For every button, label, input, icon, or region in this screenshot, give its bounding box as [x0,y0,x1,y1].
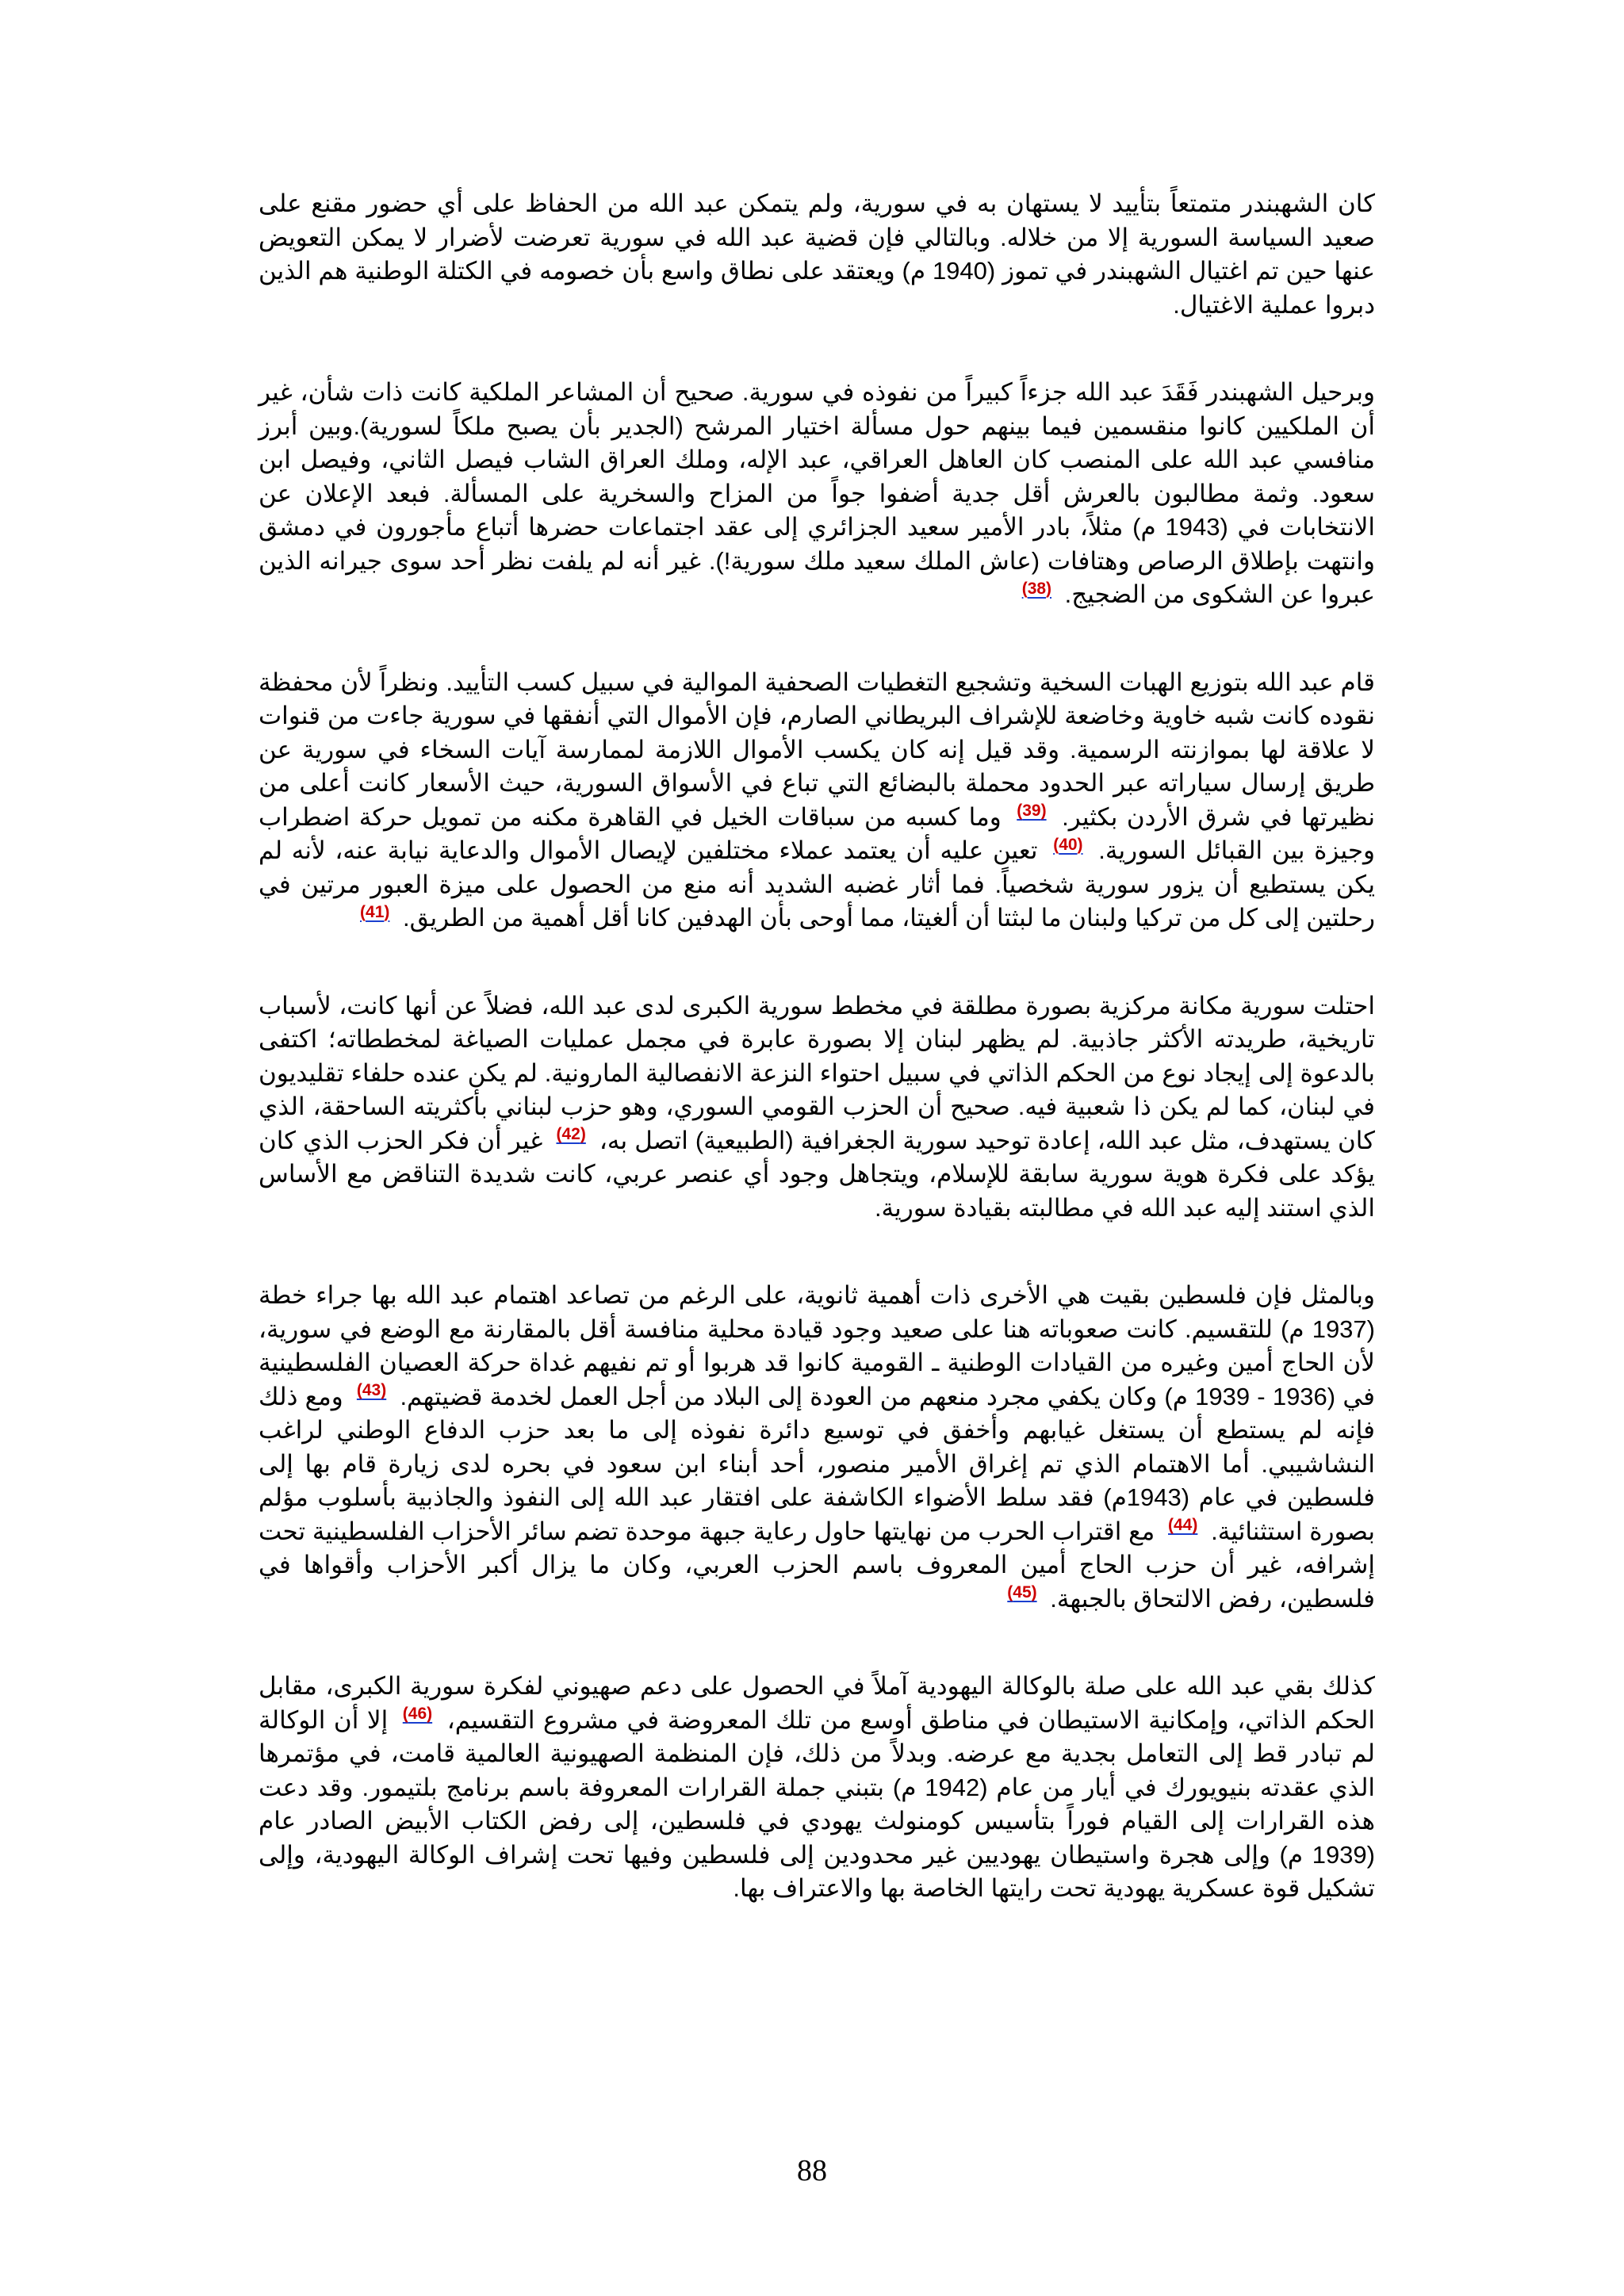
paragraph-text: إلا أن الوكالة لم تبادر قط إلى التعامل بجدية مع عرضه. وبدلاً من ذلك، فإن المنظمة الصهيونية العالمية قامت، في مؤتمرها الذي عقدته بنيويورك في أيار من عام (1942 م) بتبني جملة القرارات المعروفة باسم برنامج بلتيمور. وقد دعت هذه القرارات إلى القيام فوراً بتأسيس كومنولث يهودي في فلسطين، إلى رفض الكتاب الأبيض الصادر عام (1939 م) وإلى هجرة واستيطان يهوديين غير محدودين إلى فلسطين وفيها تحت إشراف الوكالة اليهودية، وإلى تشكيل قوة عسكرية يهودية تحت رايتها الخاصة بها والاعتراف بها. [259,1705,1375,1902]
paragraph [259,187,1375,322]
footnote-reference-link[interactable]: (42) [556,1125,586,1144]
paragraph-text: تعين عليه أن يعتمد عملاء مختلفين لإيصال الأموال والدعاية نيابة عنه، لأنه لم يكن يستطيع أن يزور سورية شخصياً. فما أثار غضبه الشديد أنه منع من الحصول على ميزة العبور مرتين في رحلتين إلى كل من تركيا ولبنان ما لبثتا أن ألغيتا، مما أوحى بأن الهدفين كانا أقل أهمية من الطريق. [259,836,1375,932]
footnote-reference-link[interactable]: (39) [1017,802,1047,821]
paragraph-text: ومع ذلك فإنه لم يستطع أن يستغل غيابهم وأخفق في توسيع دائرة نفوذه إلى ما بعد حزب الدفاع الوطني لراغب النشاشيبي. أما الاهتمام الذي تم إغراق الأمير منصور، أحد أبناء ابن سعود في بحره لدى زيارة قام بها إلى فلسطين في عام (1943م) فقد سلط الأضواء الكاشفة على افتقار عبد الله إلى النفوذ والجاذبية بأسلوب مؤلم بصورة استثنائية. [259,1382,1375,1545]
paragraph-text: وبالمثل فإن فلسطين بقيت هي الأخرى ذات أهمية ثانوية، على الرغم من تصاعد اهتمام عبد الله بها جراء خطة (1937 م) للتقسيم. كانت صعوباته هنا على صعيد وجود قيادة محلية منافسة أقل بالمقارنة مع الوضع في سورية، لأن الحاج أمين وغيره من القيادات الوطنية ـ القومية كانوا قد هربوا أو تم نفيهم غداة حركة العصيان الفلسطينية في (1936 - 1939 م) وكان يكفي مجرد منعهم من العودة إلى البلاد من أجل العمل لخدمة قضيتهم. [259,1281,1375,1410]
paragraph [259,989,1375,1226]
paragraph-text: احتلت سورية مكانة مركزية بصورة مطلقة في مخطط سورية الكبرى لدى عبد الله، فضلاً عن أنها كانت، لأسباب تاريخية، طريدته الأكثر جاذبية. لم يظهر لبنان إلا بصورة عابرة في مجمل عمليات الصياغة لمخططاته؛ اكتفى بالدعوة إلى إيجاد نوع من الحكم الذاتي في سبيل احتواء النزعة الانفصالية المارونية. لم يكن عنده حلفاء تقليديون في لبنان، كما لم يكن ذا شعبية فيه. صحيح أن الحزب القومي السوري، وهو حزب لبناني بأكثريته الساحقة، الذي كان يستهدف، مثل عبد الله، إعادة توحيد سورية الجغرافية (الطبيعية) اتصل به، [259,991,1375,1154]
paragraph-text: وبرحيل الشهبندر فَقَدَ عبد الله جزءاً كبيراً من نفوذه في سورية. صحيح أن المشاعر الملكية كانت ذات شأن، غير أن الملكيين كانوا منقسمين فيما بينهم حول مسألة اختيار المرشح (الجدير بأن يصبح ملكاً لسورية).وبين أبرز منافسي عبد الله على المنصب كان العاهل العراقي، عبد الإله، وملك العراق الشاب فيصل الثاني، وفيصل ابن سعود. وثمة مطالبون بالعرش أقل جدية أضفوا جواً من المزاح والسخرية على المسألة. فبعد الإعلان عن الانتخابات في (1943 م) مثلاً، بادر الأمير سعيد الجزائري إلى عقد اجتماعات حضرها أتباع مأجورون في دمشق وانتهت بإطلاق الرصاص وهتافات (عاش الملك سعيد ملك سورية!). غير أنه لم يلفت نظر أحد سوى جيرانه الذين عبروا عن الشكوى من الضجيج. [259,378,1375,608]
paragraph [259,1279,1375,1616]
paragraph-text: وما كسبه من سباقات الخيل في القاهرة مكنه من تمويل حركة اضطراب وجيزة بين القبائل السورية. [259,802,1375,864]
footnote-reference-link[interactable]: (41) [360,902,390,921]
footnote-reference-link[interactable]: (38) [1021,579,1052,598]
paragraph-text: كان الشهبندر متمتعاً بتأييد لا يستهان به في سورية، ولم يتمكن عبد الله من الحفاظ على أي حضور مقنع على صعيد السياسة السورية إلا من خلاله. وبالتالي فإن قضية عبد الله في سورية تعرضت لأضرار لا يمكن التعويض عنها حين تم اغتيال الشهبندر في تموز (1940 م) ويعتقد على نطاق واسع بأن خصومه في الكتلة الوطنية هم الذين دبروا عملية الاغتيال. [259,189,1375,319]
footnote-reference-link[interactable]: (44) [1168,1516,1198,1535]
paragraph [259,1670,1375,1906]
footnote-reference-link[interactable]: (45) [1007,1583,1037,1602]
paragraph [259,376,1375,612]
paragraph [259,666,1375,936]
paragraph-text: مع اقتراب الحرب من نهايتها حاول رعاية جبهة موحدة تضم سائر الأحزاب الفلسطينية تحت إشرافه، غير أن حزب الحاج أمين المعروف باسم الحزب العربي، وكان ما يزال أكبر الأحزاب وأقواها في فلسطين، رفض الالتحاق بالجبهة. [259,1517,1375,1613]
document-body [259,187,1375,1906]
footnote-reference-link[interactable]: (40) [1053,835,1083,854]
paragraph-text: غير أن فكر الحزب الذي كان يؤكد على فكرة هوية سورية سابقة للإسلام، ويتجاهل وجود أي عنصر عربي، كانت شديدة التناقض مع الأساس الذي استند إليه عبد الله في مطالبته بقيادة سورية. [259,1126,1375,1222]
paragraph-text: قام عبد الله بتوزيع الهبات السخية وتشجيع التغطيات الصحفية الموالية في سبيل كسب التأييد. ونظراً لأن محفظة نقوده كانت شبه خاوية وخاضعة للإشراف البريطاني الصارم، فإن الأموال التي أنفقها في سورية جاءت من قنوات لا علاقة لها بموازنته الرسمية. وقد قيل إنه كان يكسب الأموال اللازمة لممارسة آيات السخاء في سورية عن طريق إرسال سياراته عبر الحدود محملة بالبضائع التي تباع في الأسواق السورية، حيث الأسعار كانت أعلى من نظيرتها في شرق الأردن بكثير. [259,668,1375,831]
page-number: 88 [797,2154,827,2187]
footnote-reference-link[interactable]: (43) [356,1381,387,1400]
footnote-reference-link[interactable]: (46) [402,1705,433,1724]
paragraph-text: كذلك بقي عبد الله على صلة بالوكالة اليهودية آملاً في الحصول على دعم صهيوني لفكرة سورية الكبرى، مقابل الحكم الذاتي، وإمكانية الاستيطان في مناطق أوسع من تلك المعروضة في مشروع التقسيم، [259,1672,1375,1734]
